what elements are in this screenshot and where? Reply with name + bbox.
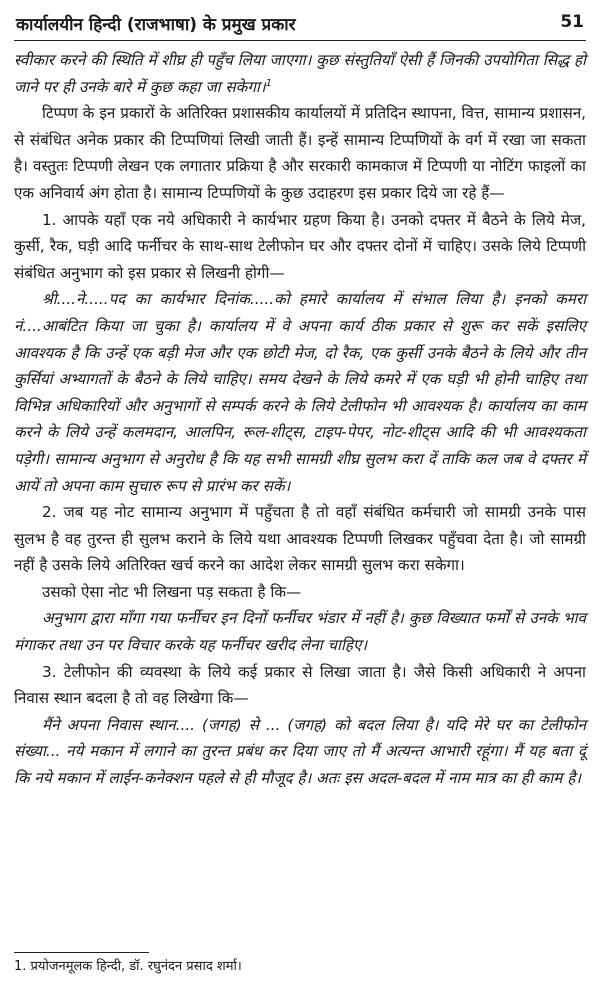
paragraph: टिप्पण के इन प्रकारों के अतिरिक्त प्रशासकीय कार्यालयों में प्रतिदिन स्थापना, वित्त, सामान्य प्रशासन, से संबंधित अनेक प्रकार की टिप्पणियां लिखी जाती हैं। इन्हें सामान्य टिप्पणियों के वर्ग में रखा जा सकता है। वस्तुतः टिप्पणी लेखन एक लगातार प्रक्रिया है और सरकारी कामकाज में टिप्पणी या नोटिंग फाइलों का एक अनिवार्य अंग होता है। सामान्य टिप्पणियों के कुछ उदाहरण इस प्रकार दिये जा रहे हैं— <box>14 104 586 202</box>
paragraph: 2. जब यह नोट सामान्य अनुभाग में पहुँचता है तो वहाँ संबंधित कर्मचारी जो सामग्री उनके पास सुलभ है वह तुरन्त ही सुलभ कराने के लिये यथा आवश्यक टिप्पणी लिखकर पहुँचवा देता है। जो सामग्री नहीं है उसके लिये अतिरिक्त खर्च करने का आदेश लेकर सामग्री सुलभ करा सकेगा। <box>14 503 586 575</box>
footnote: 1. प्रयोजनमूलक हिन्दी, डॉ. रघुनंदन प्रसाद शर्मा। <box>14 959 242 974</box>
paragraph: 3. टेलीफोन की व्यवस्था के लिये कई प्रकार से लिखा जाता है। जैसे किसी अधिकारी ने अपना निवास स्थान बदला है तो वह लिखेगा कि— <box>14 662 586 708</box>
paragraph: उसको ऐसा नोट भी लिखना पड़ सकता है कि— <box>42 582 302 601</box>
page-number: 51 <box>560 12 584 32</box>
chapter-title: कार्यालयीन हिन्दी (राजभाषा) के प्रमुख प्रकार <box>16 15 296 35</box>
paragraph-text: स्वीकार करने की स्थिति में शीघ्र ही पहुँच लिया जाएगा। कुछ संस्तुतियाँ ऐसी हैं जिनकी उपयोगिता सिद्ध हो जाने पर ही उनके बारे में कुछ कहा जा सकेगा। <box>14 51 586 96</box>
paragraph: श्री....ने.....पद का कार्यभार दिनांक.....को हमारे कार्यालय में संभाल लिया है। इनको कमरा नं....आबंटित किया जा चुका है। कार्यालय में वे अपना कार्य ठीक प्रकार से शुरू कर सकें इसलिए आवश्यक है कि उन्हें एक बड़ी मेज और एक छोटी मेज, दो रैक, एक कुर्सी उनके बैठने के लिये और तीन कुर्सियां अभ्यागतों के बैठने के लिये चाहिए। समय देखने के लिये कमरे में एक घड़ी भी होनी चाहिए तथा विभिन्न अधिकारियों और अनुभागों से सम्पर्क करने के लिये टेलीफोन भी आवश्यक है। कार्यालय का काम करने के लिये उन्हें कलमदान, आलपिन, रूल-शीट्स, टाइप-पेपर, नोट-शीट्स आदि की भी आवश्यकता पड़ेगी। सामान्य अनुभाग से अनुरोध है कि यह सभी सामग्री शीघ्र सुलभ करा दें ताकि कल जब वे दफ्तर में आयें तो अपना काम सुचारु रूप से प्रारंभ कर सकें। <box>14 290 586 495</box>
running-header <box>14 10 586 41</box>
paragraph <box>14 47 586 100</box>
paragraph: मैंने अपना निवास स्थान.... (जगह) से ... (जगह) को बदल लिया है। यदि मेरे घर का टेलीफोन संख्या... नये मकान में लगाने का तुरन्त प्रबंध कर दिया जाए तो मैं अत्यन्त आभारी रहूंगा। मैं यह बता दूं कि नये मकान में लाईन-कनेक्शन पहले से ही मौजूद है। अतः इस अदल-बदल में नाम मात्र का ही काम है। <box>14 715 586 788</box>
body-text <box>14 47 586 792</box>
paragraph: 1. आपके यहाँ एक नये अधिकारी ने कार्यभार ग्रहण किया है। उनको दफ्तर में बैठने के लिये मेज, कुर्सी, रैक, घड़ी आदि फर्नीचर के साथ-साथ टेलीफोन घर और दफ्तर दोनों में चाहिए। उसके लिये टिप्पणी संबंधित अनुभाग को इस प्रकार से लिखनी होगी— <box>14 210 586 282</box>
footnote-divider <box>14 952 149 953</box>
footnote-marker: 1 <box>265 77 272 89</box>
paragraph: अनुभाग द्वारा माँगा गया फर्नीचर इन दिनों फर्नीचर भंडार में नहीं है। कुछ विख्यात फर्मों से उनके भाव मंगाकर तथा उन पर विचार करके यह फर्नीचर खरीद लेना चाहिए। <box>14 609 586 655</box>
page <box>14 10 586 792</box>
